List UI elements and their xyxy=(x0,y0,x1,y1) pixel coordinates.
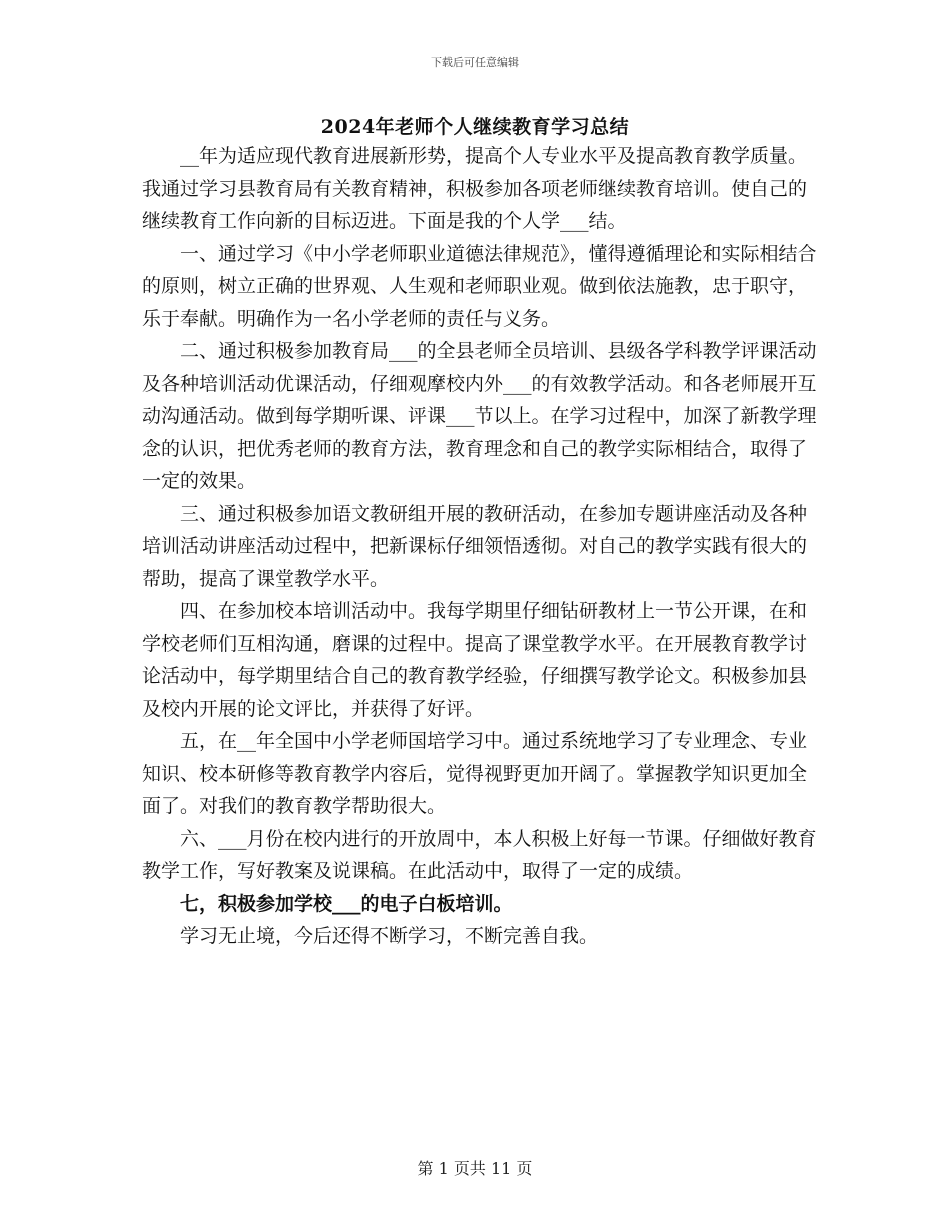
paragraph-section-1: 一、通过学习《中小学老师职业道德法律规范》，懂得遵循理论和实际相结合的原则，树立正确的世界观、人生观和老师职业观。做到依法施教，忠于职守，乐于奉献。明确作为一名小学老师的责任与义务。 xyxy=(142,242,817,330)
paragraph-section-3: 三、通过积极参加语文教研组开展的教研活动，在参加专题讲座活动及各种培训活动讲座活动过程中，把新课标仔细领悟透彻。对自己的教学实践有很大的帮助，提高了课堂教学水平。 xyxy=(142,502,808,590)
page-header-note: 下载后可任意编辑 xyxy=(431,56,519,69)
paragraph-section-6: 六、___月份在校内进行的开放周中，本人积极上好每一节课。仔细做好教育教学工作，写好教案及说课稿。在此活动中，取得了一定的成绩。 xyxy=(142,827,817,882)
paragraph-section-4: 四、在参加校本培训活动中。我每学期里仔细钻研教材上一节公开课，在和学校老师们互相沟通，磨课的过程中。提高了课堂教学水平。在开展教育教学讨论活动中，每学期里结合自己的教育教学经验，仔细撰写教学论文。积极参加县及校内开展的论文评比，并获得了好评。 xyxy=(142,600,808,720)
document-body xyxy=(142,140,822,953)
paragraph-conclusion: 学习无止境，今后还得不断学习，不断完善自我。 xyxy=(180,925,599,947)
paragraph-intro: __年为适应现代教育进展新形势，提高个人专业水平及提高教育教学质量。我通过学习县教育局有关教育精神，积极参加各项老师继续教育培训。使自己的继续教育工作向新的目标迈进。下面是我的个人学___结。 xyxy=(142,145,808,232)
document-title: 2024年老师个人继续教育学习总结 xyxy=(320,116,630,138)
paragraph-section-7: 七，积极参加学校___的电子白板培训。 xyxy=(180,892,513,915)
page-number: 第 1 页共 11 页 xyxy=(417,1159,533,1178)
paragraph-section-2: 二、通过积极参加教育局___的全县老师全员培训、县级各学科教学评课活动及各种培训活动优课活动，仔细观摩校内外___的有效教学活动。和各老师展开互动沟通活动。做到每学期听课、评课___节以上。在学习过程中，加深了新教学理念的认识，把优秀老师的教育方法，教育理念和自己的教学实际相结合，取得了一定的效果。 xyxy=(142,340,817,492)
paragraph-section-5: 五，在__年全国中小学老师国培学习中。通过系统地学习了专业理念、专业知识、校本研修等教育教学内容后，觉得视野更加开阔了。掌握教学知识更加全面了。对我们的教育教学帮助很大。 xyxy=(142,730,808,817)
